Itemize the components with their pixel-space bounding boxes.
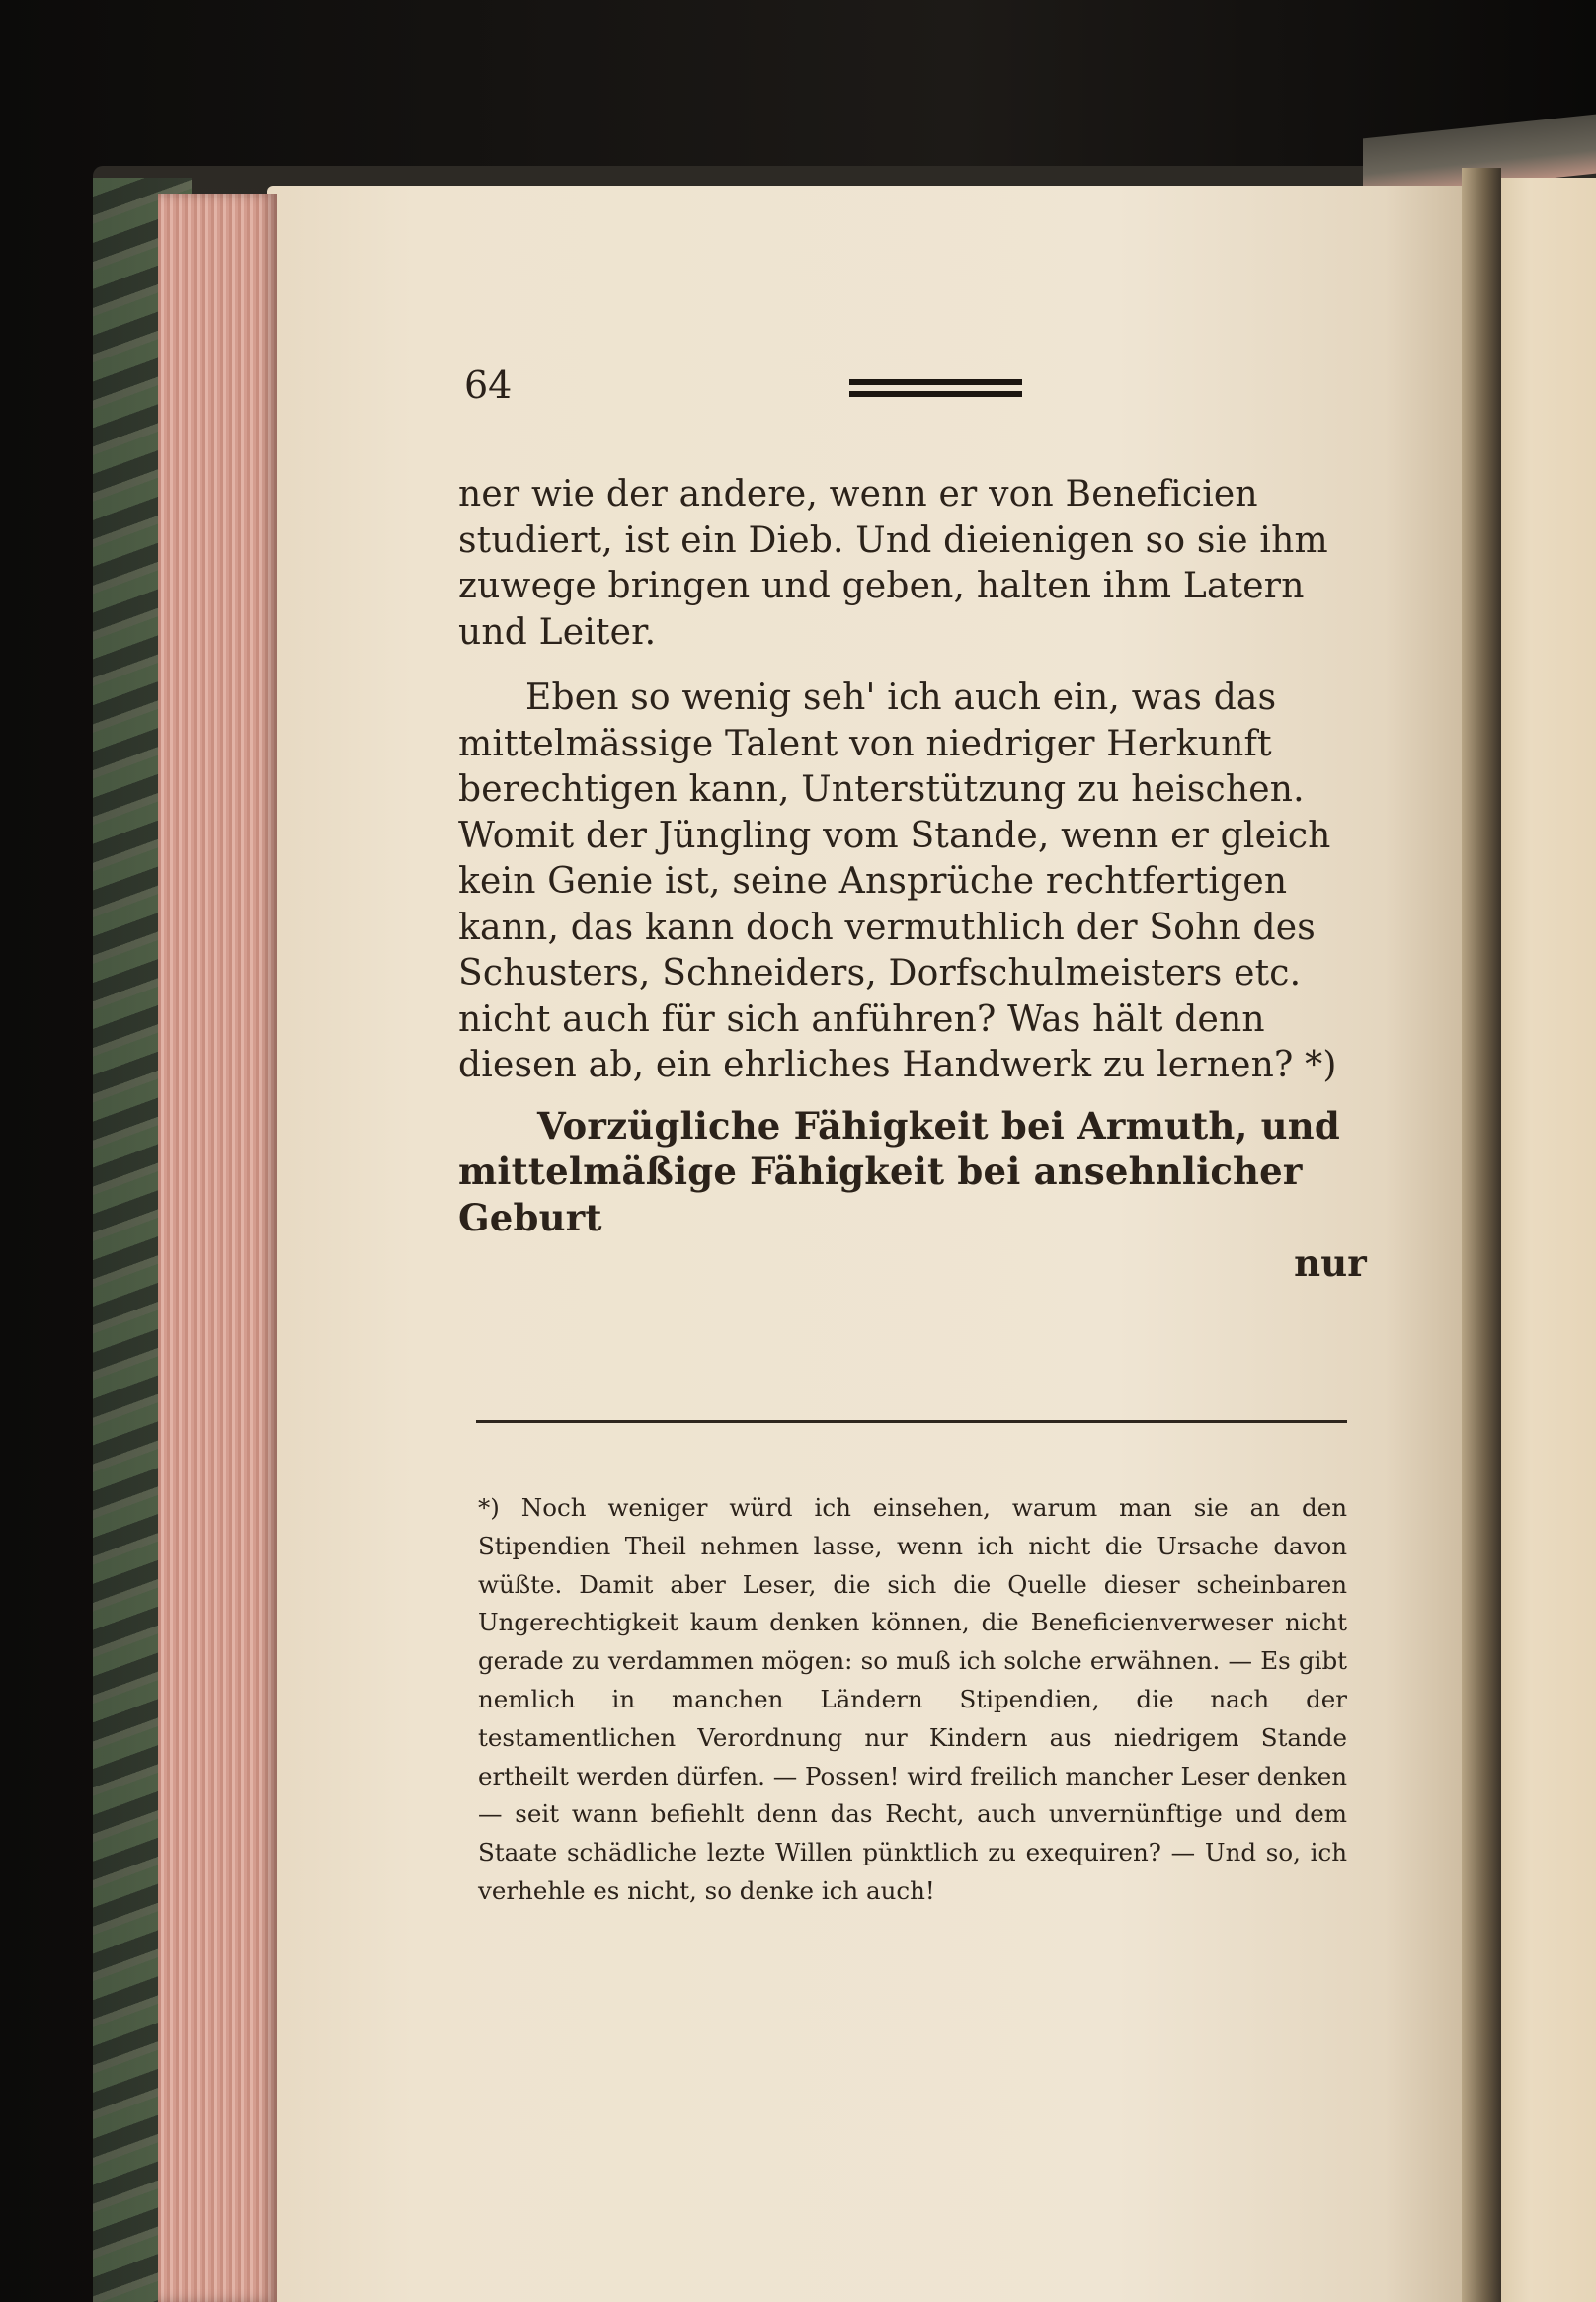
footnote xyxy=(478,1489,1347,1911)
paragraph-3: Vorzügliche Fähigkeit bei Armuth, und mittelmäßige Fähigkeit bei ansehnlicher Geburt xyxy=(458,1103,1340,1239)
paragraph-2: Eben so wenig seh' ich auch ein, was das mittelmässige Talent von niedriger Herkunft berechtigen kann, Unterstützung zu heischen. Womit der Jüngling vom Stande, wenn er gleich kein Genie ist, seine Ansprüche rechtfertigen kann, das kann doch vermuthlich der Sohn des Schusters, Schneiders, Dorfschulmeisters etc. nicht auch für sich anführen? Was hält denn diesen ab, ein ehrliches Handwerk zu lernen? *) xyxy=(458,677,1337,1085)
main-text xyxy=(458,472,1367,1287)
right-page-edge xyxy=(1486,178,1596,2302)
header-ornament-rule xyxy=(849,379,1481,403)
paragraph-1: ner wie der andere, wenn er von Beneficien studiert, ist ein Dieb. Und dieienigen so sie ihm zuwege bringen und geben, halten ihm Latern und Leiter. xyxy=(458,474,1328,653)
red-page-edges xyxy=(158,194,277,2302)
footnote-divider xyxy=(476,1420,1347,1423)
page-header xyxy=(464,363,1017,413)
catchword: nur xyxy=(1294,1241,1367,1285)
page-number: 64 xyxy=(464,363,513,407)
book-gutter xyxy=(1462,168,1501,2302)
footnote-text: *) Noch weniger würd ich einsehen, warum man sie an den Stipendien Theil nehmen lasse, wenn ich nicht die Ursache davon wüßte. Damit aber Leser, die sich die Quelle dieser scheinbaren Ungerechtigkeit kaum denken können, die Beneficienverweser nicht gerade zu verdammen mögen: so muß ich solche erwähnen. — Es gibt nemlich in manchen Ländern Stipendien, die nach der testamentlichen Verordnung nur Kindern aus niedrigem Stande ertheilt werden dürfen. — Possen! wird freilich mancher Leser denken — seit wann befiehlt denn das Recht, auch unvernünftige und dem Staate schädliche lezte Willen pünktlich zu exequiren? — Und so, ich verhehle es nicht, so denke ich auch! xyxy=(478,1493,1347,1905)
